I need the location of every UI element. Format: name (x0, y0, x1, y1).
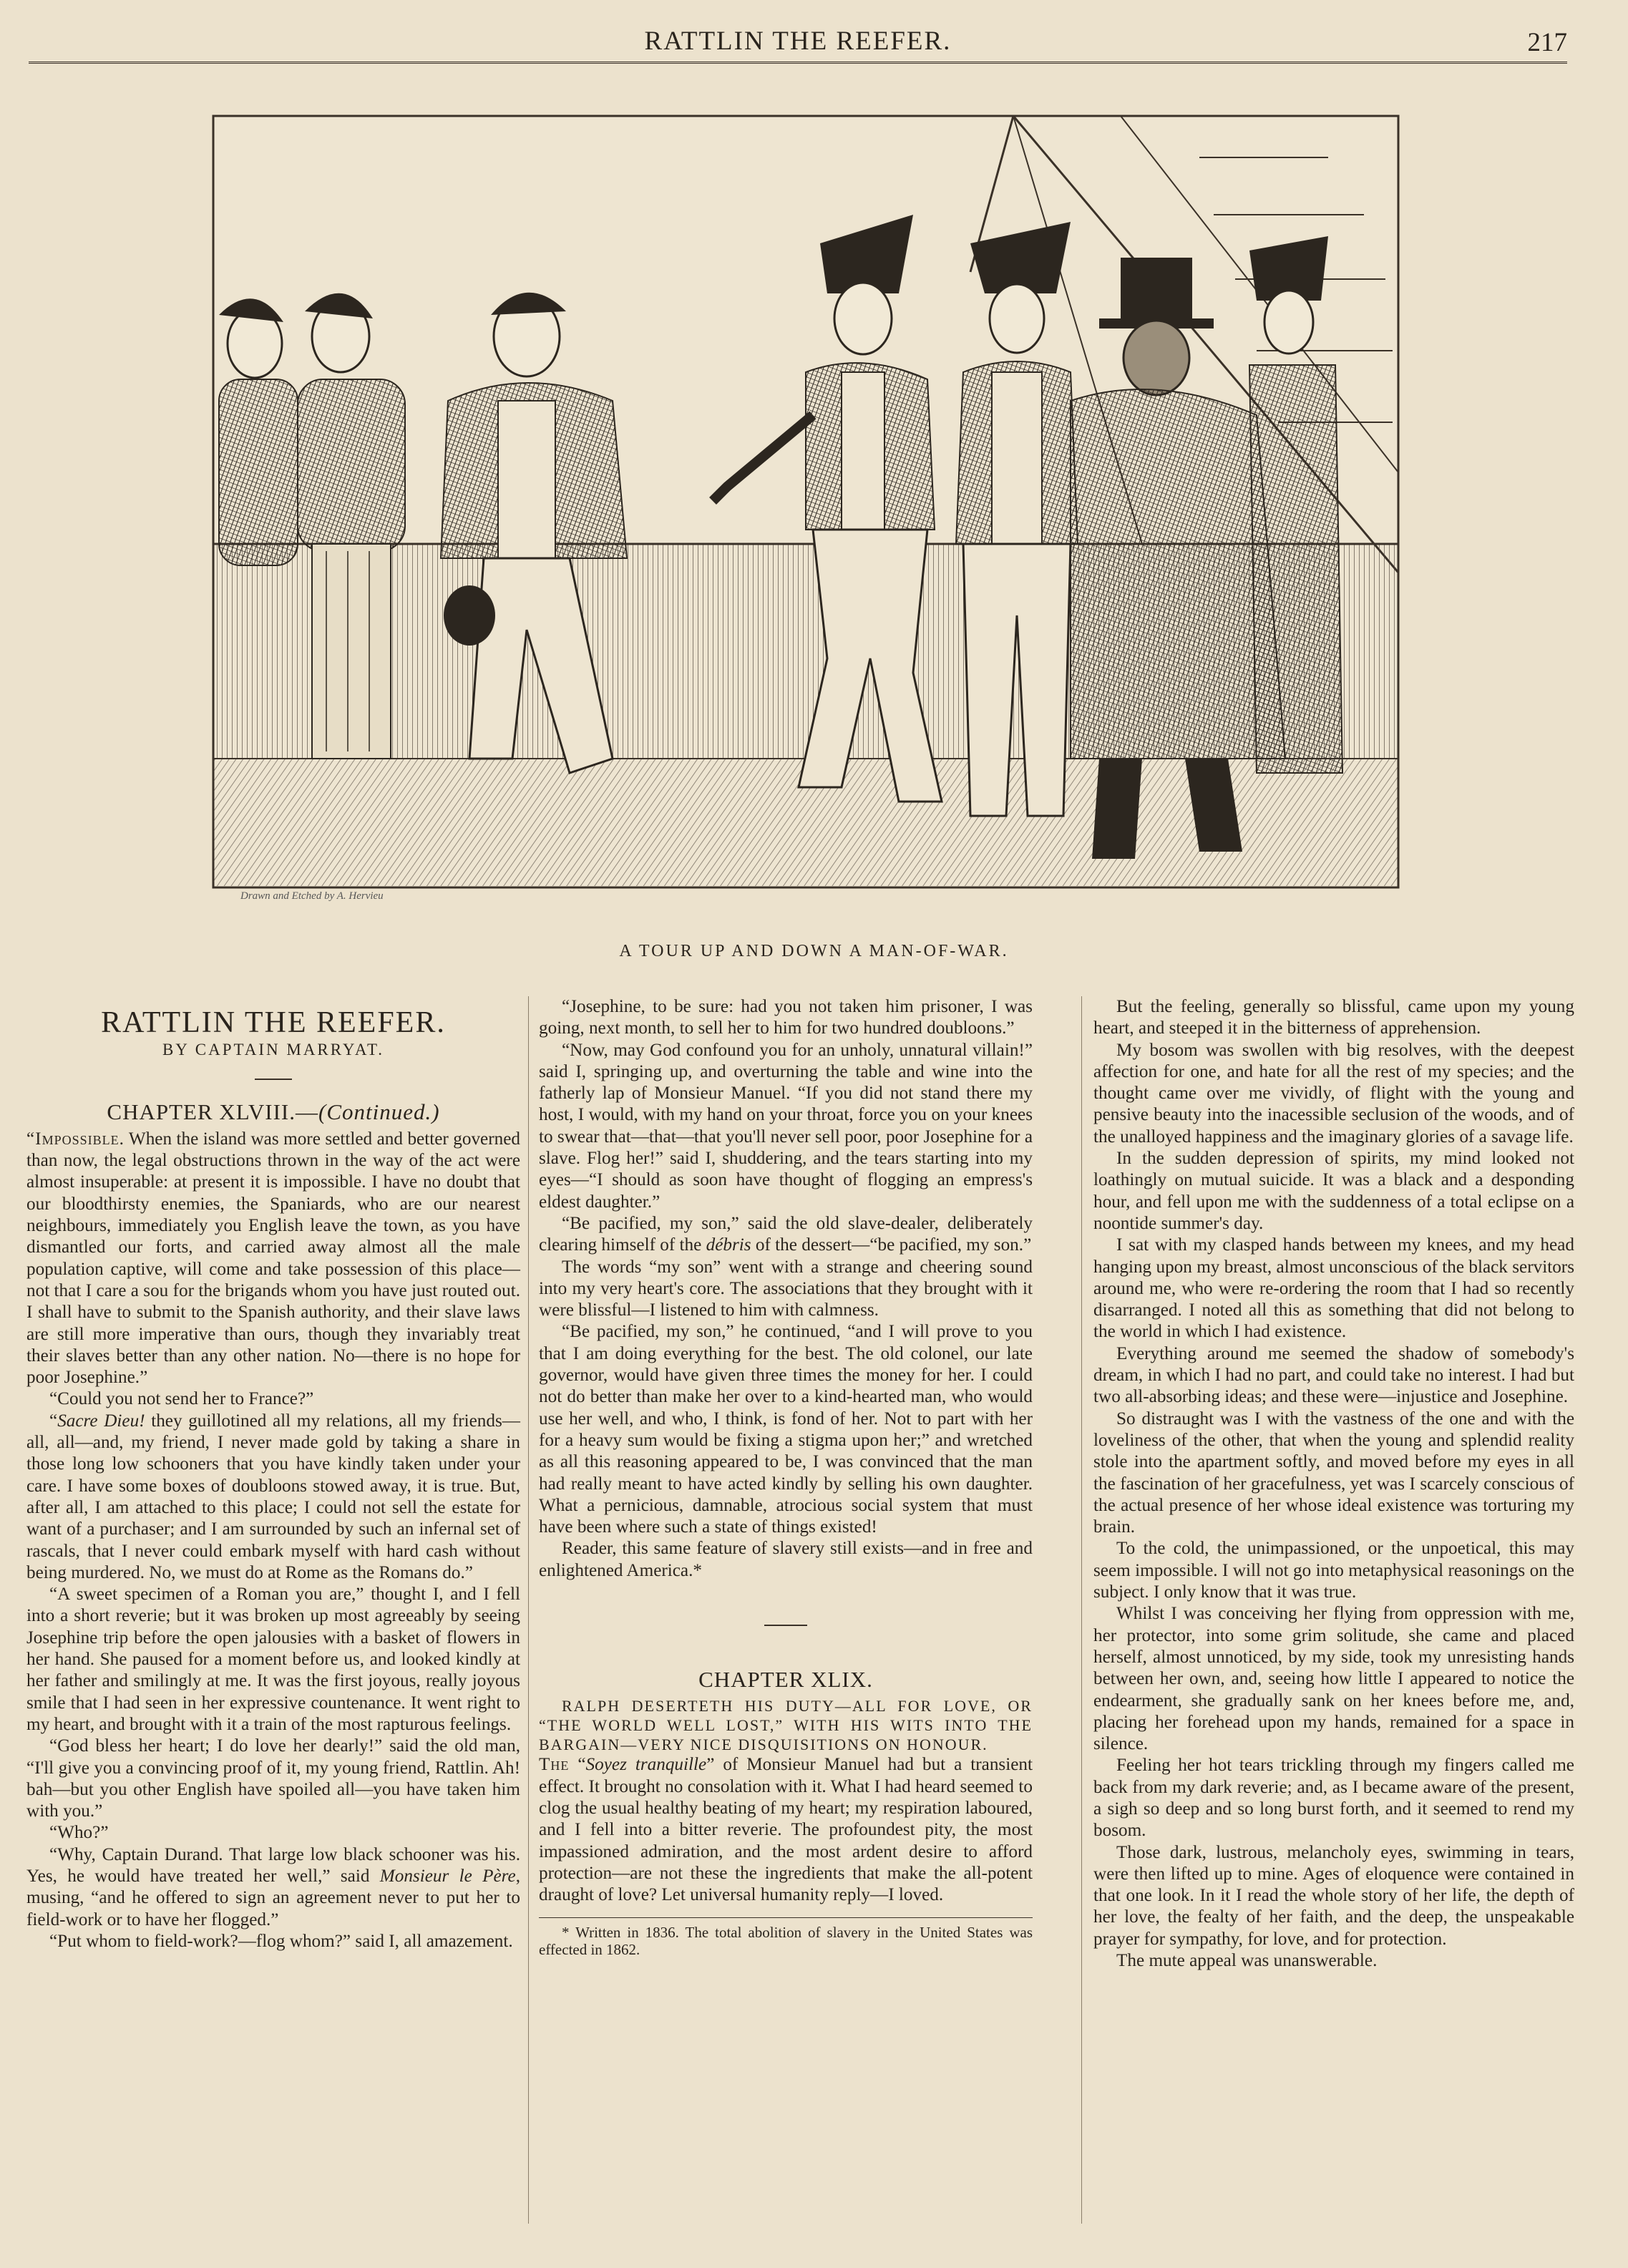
italic-phrase: Monsieur le Père (379, 1866, 516, 1886)
paragraph: In the sudden depression of spirits, my mind looked not loathingly on mutual suicide. It was a black and a desponding hour, and fell upon me with the suddenness of a total eclipse on a noontide summer's day. (1093, 1149, 1574, 1233)
paragraph: “Why, Captain Durand. That large low black schooner was his. Yes, he would have treated her well,” said Monsieur le Père, musing, “and he offered to sign an agreement never to put her to field-work or to have her flogged.” (26, 1844, 520, 1929)
paragraph: Everything around me seemed the shadow of somebody's dream, in which I had no part, and could take no interest. I had but two all-absorbing ideas; and these were—injustice and Josephine. (1093, 1343, 1574, 1407)
italic-phrase: débris (706, 1235, 751, 1255)
chapter-continued: (Continued.) (318, 1099, 440, 1124)
italic-phrase: Soyez tranquille (585, 1755, 707, 1775)
column-rule (1081, 996, 1082, 2224)
paragraph: My bosom was swollen with big resolves, with the deepest affection for one, and hate for all the rest of my species; and the thought came over me vividly, of flight with the young and pensive beauty into the inacessible seclusion of the woods, and of the unalloyed happiness and the imaginary glories of a savage life. (1093, 1040, 1574, 1147)
footnote-rule (539, 1917, 1033, 1918)
paragraph: Reader, this same feature of slavery still exists—and in free and enlightened America.* (539, 1539, 1033, 1580)
illustration-caption: A TOUR UP AND DOWN A MAN-OF-WAR. (619, 942, 1009, 960)
paragraph: I sat with my clasped hands between my knees, and my head hanging upon my breast, almost unconscious of the black servitors around me, who were re-ordering the room that I had so recently disarranged. I noted all this as something that did not belong to the world in which I had existence. (1093, 1235, 1574, 1342)
paragraph: The mute appeal was unanswerable. (1116, 1951, 1378, 1971)
chapter-heading: CHAPTER XLIX. (698, 1667, 873, 1693)
column-2 (539, 996, 1033, 1958)
paragraph: “God bless her heart; I do love her dearly!” said the old man, “I'll give you a convincing proof of it, my young friend, Rattlin. Ah! bah—but you other English have spoiled all—you have taken him with you.” (26, 1736, 520, 1821)
column-rule (528, 996, 529, 2224)
paragraph: “Be pacified, my son,” said the old slave-dealer, deliberately clearing himself of the débris of the dessert—“be pacified, my son.” (539, 1213, 1033, 1255)
paragraph: “Put whom to field-work?—flog whom?” said I, all amazement. (49, 1931, 513, 1951)
paragraph-lead: The (539, 1755, 570, 1775)
chapter-summary: RALPH DESERTETH HIS DUTY—ALL FOR LOVE, OR “THE WORLD WELL LOST,” WITH HIS WITS INTO THE BARGAIN—VERY NICE DISQUISITIONS ON HONOUR. (539, 1697, 1033, 1754)
engraving-credit: Drawn and Etched by A. Hervieu (240, 890, 384, 902)
paragraph: Whilst I was conceiving her flying from oppression with me, her protector, into some grim solitude, she came and placed herself, almost unnoticed, by my side, took my unresisting hands between her own, and, seeing how little I appeared to notice the endearment, she gradually sank on her knees before me, and, placing her forehead upon my hands, remained for a space in silence. (1093, 1604, 1574, 1754)
paragraph: “Sacre Dieu! they guillotined all my relations, all my friends—all, all—and, my friend, I never made gold by taking a share in those long low schooners that you have kindly taken under your care. I have some boxes of doubloons stowed away, it is true. But, after all, I am attached to this place; I could not sell the estate for want of a purchaser; and I am surrounded by such an infernal set of rascals, that I never could embark myself with hard cash without being murdered. No, we must do at Rome as the Romans do.” (26, 1411, 520, 1582)
column-3 (1093, 996, 1574, 1972)
article-byline: BY CAPTAIN MARRYAT. (162, 1041, 385, 1059)
engraving-illustration (212, 115, 1400, 889)
running-head (29, 20, 1567, 63)
article-title: RATTLIN THE REEFER. (101, 1006, 446, 1039)
paragraph: But the feeling, generally so blissful, came upon my young heart, and steeped it in the bitterness of apprehension. (1093, 997, 1574, 1038)
paragraph: The “Soyez tranquille” of Monsieur Manuel had but a transient effect. It brought no consolation with it. What I had heard seemed to clog the usual healthy beating of my heart; my respiration laboured, and I fell into a bitter reverie. The profoundest pity, the most impassioned admiration, and the most ardent desire to afford protection—are not these the ingredients that make the all-potent draught of love? Let universal humanity reply—I loved. (539, 1755, 1033, 1905)
paragraph: “Now, may God confound you for an unholy, unnatural villain!” said I, springing up, and overturning the table and wine into the fatherly lap of Monsieur Manuel. “If you did not stand there my host, I would, with my hand on your throat, force you on your knees to swear that—that—that you'll never sell poor, poor Josephine for a slave. Flog her!” said I, shuddering, and the tears starting into my eyes—“I should as soon have thought of flogging an empress's eldest daughter.” (539, 1040, 1033, 1212)
title-rule (255, 1079, 292, 1080)
ship-deck-engraving (212, 115, 1400, 889)
paragraph: “Josephine, to be sure: had you not taken him prisoner, I was going, next month, to sell her to him for two hundred doubloons.” (539, 997, 1033, 1038)
header-rule (29, 62, 1567, 64)
paragraph: “Impossible. When the island was more settled and better governed than now, the legal obstructions thrown in the way of the act were almost insuperable: at present it is impossible. I have no doubt that our bloodthirsty enemies, the Spaniards, who are our nearest neighbours, immediately you English leave the town, as you have dismantled our forts, and carried away almost all the male population captive, will come and take possession of this place—not that I care a sou for the brigands whom you have just routed out. I shall have to submit to the Spanish authority, and their slave laws are still more imperative than ours, though they invariably treat their slaves better than any other nation. No—there is no hope for poor Josephine.” (26, 1129, 520, 1388)
paragraph: “Be pacified, my son,” he continued, “and I will prove to you that I am doing everything for the best. The old colonel, our late governor, would have given three times the money for her. I could not do better than make her over to a kind-hearted man, who would use her well, and who, I think, is fond of her. Not to part with her for a heavy sum would be fixing a stigma upon her;” and wretched as all this reasoning appeared to be, I was convinced that the man had really meant to have acted kindly by selling his own daughter. What a pernicious, damnable, atrocious social system that must have been where such a state of things existed! (539, 1322, 1033, 1537)
column-1 (26, 996, 520, 1952)
paragraph: “Who?” (49, 1823, 109, 1843)
paragraph: “Could you not send her to France?” (49, 1389, 314, 1409)
paragraph: The words “my son” went with a strange and cheering sound into my very heart's core. The associations that they brought with it were blissful—I listened to him with calmness. (539, 1257, 1033, 1320)
running-title: RATTLIN THE REEFER. (644, 26, 952, 56)
paragraph: To the cold, the unimpassioned, or the unpoetical, this may seem impossible. I will not go into metaphysical reasonings on the subject. I only know that it was true. (1093, 1539, 1574, 1602)
paragraph: So distraught was I with the vastness of the one and with the loveliness of the other, that when the young and splendid reality stole into the apartment softly, and moved before my eyes in all the fascination of her gracefulness, yet was I scarcely conscious of the actual presence of her whose ideal existence was torturing my brain. (1093, 1408, 1574, 1537)
paragraph: “A sweet specimen of a Roman you are,” thought I, and I fell into a short reverie; but it was broken up most agreeably by seeing Josephine trip before the open jalousies with a basket of flowers in her hand. She paused for a moment before us, and looked kindly at her father and smilingly at me. It was the first joyous, really joyous smile that I had seen in her expressive countenance. It went right to my heart, and brought with it a train of the most rapturous feelings. (26, 1585, 520, 1734)
page-number: 217 (1527, 28, 1567, 57)
section-rule (764, 1625, 807, 1626)
paragraph: Feeling her hot tears trickling through my fingers called me back from my dark reverie; and, as I became aware of the present, a sigh so deep and so long burst forth, and it seemed to rend my bosom. (1093, 1756, 1574, 1841)
paragraph-lead: “Impossible. (26, 1129, 125, 1149)
italic-phrase: Sacre Dieu! (57, 1411, 145, 1431)
paragraph: Those dark, lustrous, melancholy eyes, swimming in tears, were then lifted up to mine. Ages of eloquence were contained in that one look. In it I read the whole story of her life, the depth of her love, the fealty of her faith, and the deep, the unspeakable prayer for sympathy, for love, and for protection. (1093, 1842, 1574, 1949)
footnote: * Written in 1836. The total abolition of slavery in the United States was effected in 1862. (539, 1924, 1033, 1959)
chapter-heading: CHAPTER XLVIII.—(Continued.) (107, 1099, 440, 1124)
